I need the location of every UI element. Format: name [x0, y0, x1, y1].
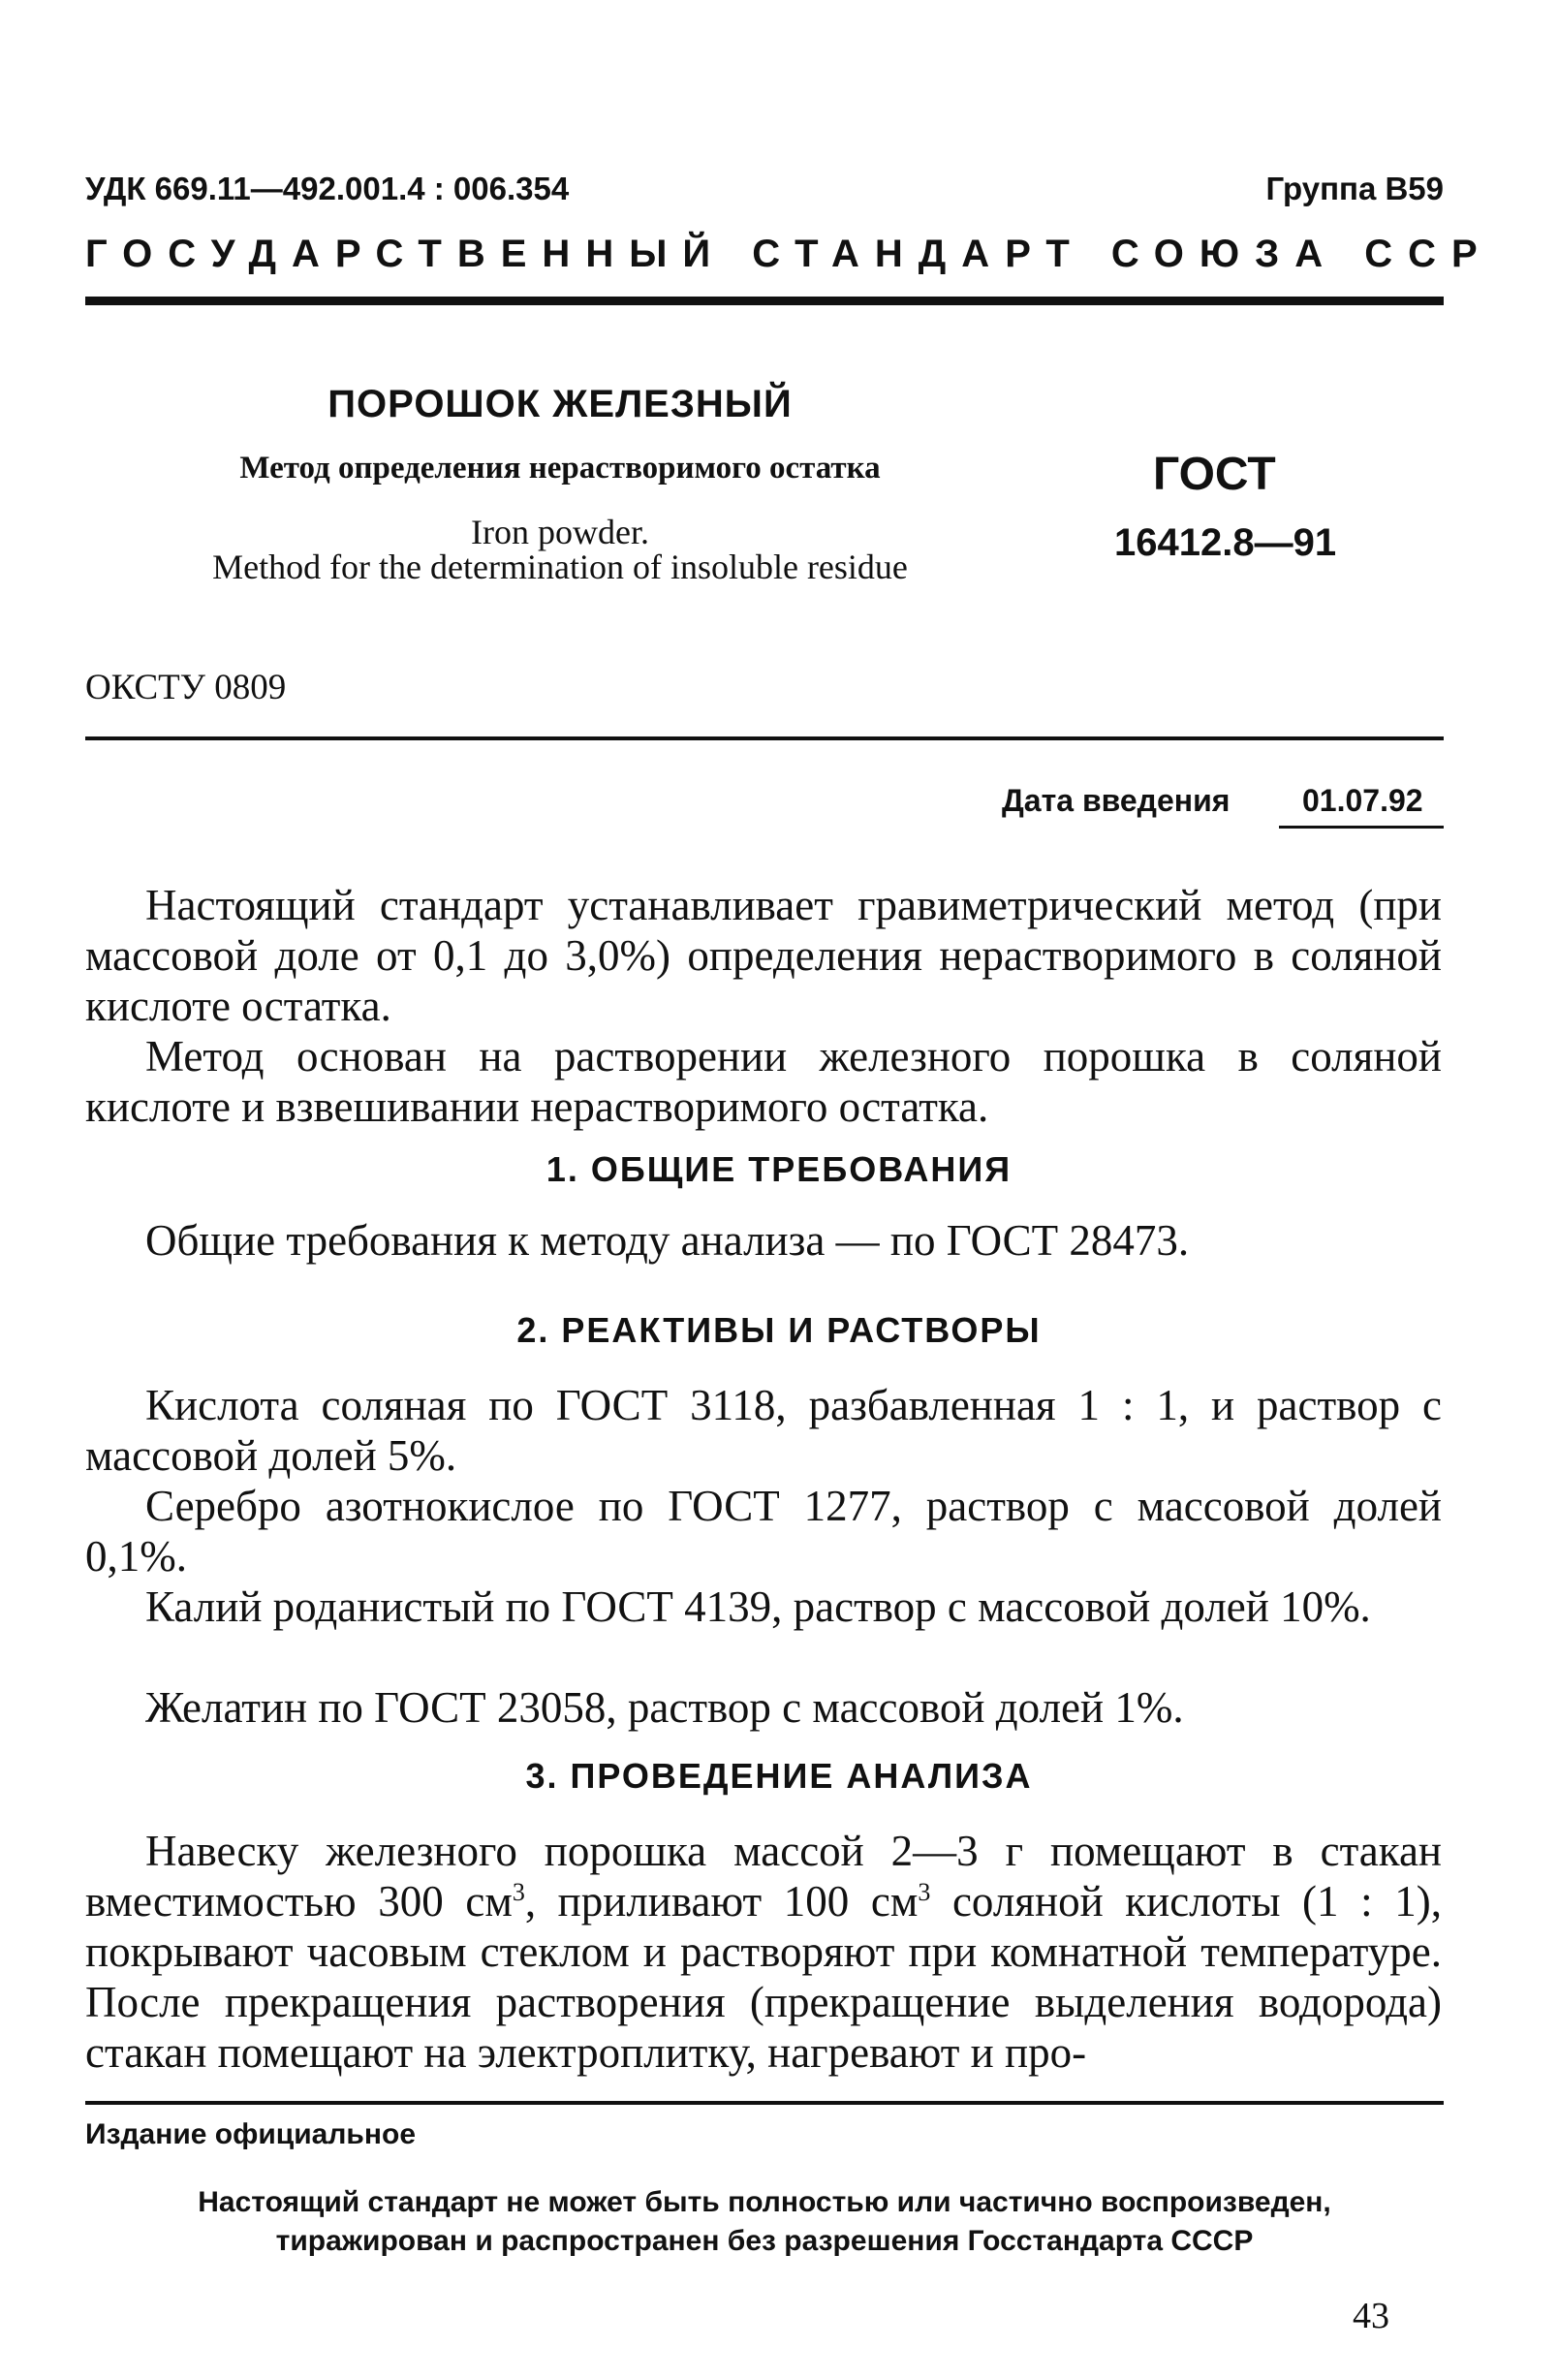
footer-rule: [85, 2101, 1444, 2105]
intro-paragraph-1: Настоящий стандарт устанавливает гравиметрический метод (при массовой доле от 0,1 до 3,0%) определения нерастворимого в соляной кислоте остатка.: [85, 881, 1442, 1030]
header-rule: [85, 297, 1444, 305]
page-number: 43: [1353, 2296, 1389, 2336]
intro-date-value: 01.07.92: [1302, 783, 1423, 818]
section-2-paragraph-2: Серебро азотнокислое по ГОСТ 1277, раствор с массовой долей 0,1%.: [85, 1482, 1442, 1581]
intro-date-rule: [1279, 826, 1444, 829]
section-1-paragraph: Общие требования к методу анализа — по ГОСТ 28473.: [145, 1216, 1190, 1265]
title-ru-sub: Метод определения нерастворимого остатка: [239, 451, 881, 485]
section-2-paragraph-3: Калий роданистый по ГОСТ 4139, раствор с массовой долей 10%.: [145, 1582, 1371, 1631]
section-2-paragraph-1: Кислота соляная по ГОСТ 3118, разбавленная 1 : 1, и раствор с массовой долей 5%.: [85, 1381, 1442, 1480]
group-code: Группа В59: [1265, 171, 1444, 206]
intro-paragraph-2: Метод основан на растворении железного порошка в соляной кислоте и взвешивании нерастворимого остатка.: [85, 1032, 1442, 1131]
gost-number: 16412.8—91: [1114, 521, 1337, 564]
copyright-notice-line-1: Настоящий стандарт не может быть полностью или частично воспроизведен,: [198, 2186, 1331, 2218]
copyright-notice-line-2: тиражирован и распространен без разрешения Госстандарта СССР: [275, 2225, 1254, 2257]
title-ru-main: ПОРОШОК ЖЕЛЕЗНЫЙ: [327, 383, 793, 425]
section-2-paragraph-4: Желатин по ГОСТ 23058, раствор с массовой долей 1%.: [145, 1683, 1184, 1732]
okstu-code: ОКСТУ 0809: [85, 668, 287, 707]
title-rule: [85, 736, 1444, 740]
udk-code: УДК 669.11—492.001.4 : 006.354: [85, 171, 570, 206]
official-edition: Издание официальное: [85, 2118, 417, 2150]
section-3-heading: 3. ПРОВЕДЕНИЕ АНАЛИЗА: [525, 1756, 1033, 1796]
title-en-line1: Iron powder.: [471, 513, 649, 551]
organization-title: ГОСУДАРСТВЕННЫЙ СТАНДАРТ СОЮЗА ССР: [85, 233, 1493, 275]
section-2-heading: 2. РЕАКТИВЫ И РАСТВОРЫ: [516, 1310, 1042, 1350]
gost-label: ГОСТ: [1153, 449, 1276, 500]
intro-date-label: Дата введения: [1002, 783, 1231, 818]
section-1-heading: 1. ОБЩИЕ ТРЕБОВАНИЯ: [545, 1149, 1013, 1189]
section-3-paragraph: Навеску железного порошка массой 2—3 г помещают в стакан вместимостью 300 $см^3$, приливают 100 $см^3$ соляной кислоты (1 : 1), покрывают часовым стеклом и растворяют при комнатной температуре. После прекращения растворения (прекращение выделения водорода) стакан помещают на электроплитку, нагревают и про-: [85, 1827, 1442, 2077]
title-en-line2: Method for the determination of insoluble residue: [212, 548, 908, 586]
